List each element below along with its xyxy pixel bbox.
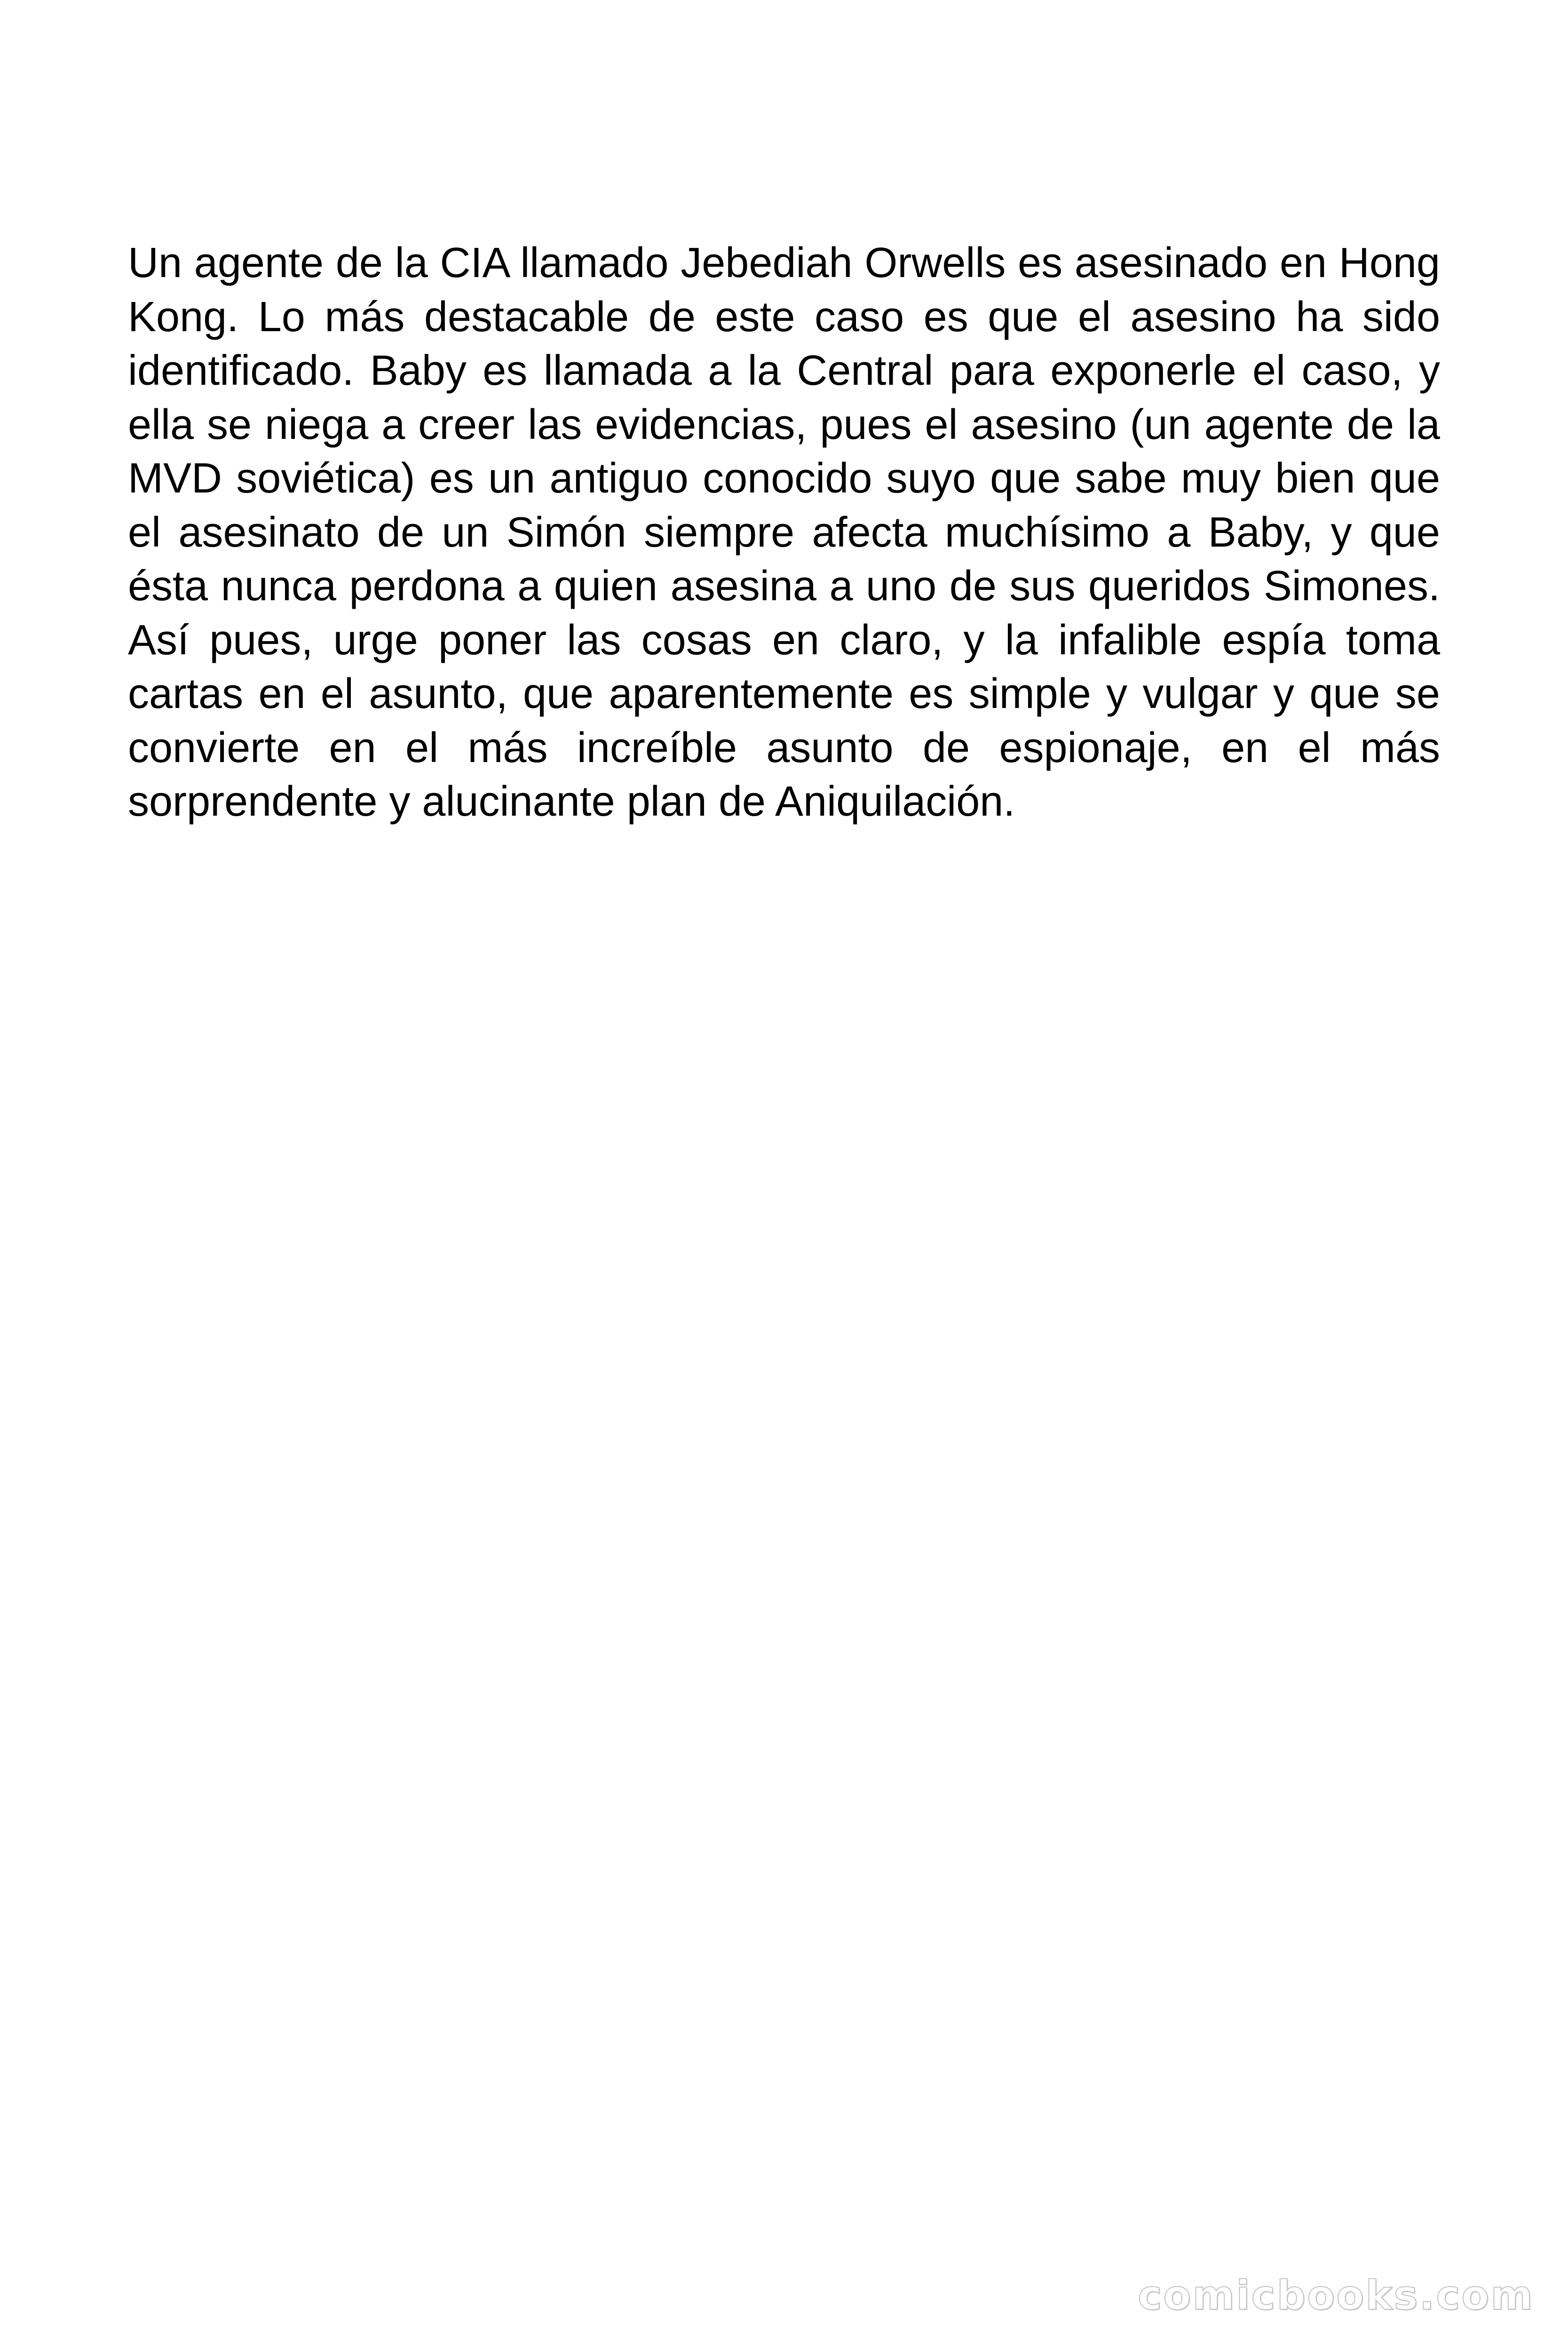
watermark-text: comicbooks.com [1138, 2272, 1534, 2319]
synopsis-paragraph: Un agente de la CIA llamado Jebediah Orwells es asesinado en Hong Kong. Lo más destacable de este caso es que el asesino ha sido identificado. Baby es llamada a la Central para exponerle el caso, y ella se niega a creer las evidencias, pues el asesino (un agente de la MVD soviética) es un antiguo conocido suyo que sabe muy bien que el asesinato de un Simón siempre afecta muchísimo a Baby, y que ésta nunca perdona a quien asesina a uno de sus queridos Simones. Así pues, urge poner las cosas en claro, y la infalible espía toma cartas en el asunto, que aparentemente es simple y vulgar y que se convierte en el más increíble asunto de espionaje, en el más sorprendente y alucinante plan de Aniquilación. [128, 239, 1440, 825]
